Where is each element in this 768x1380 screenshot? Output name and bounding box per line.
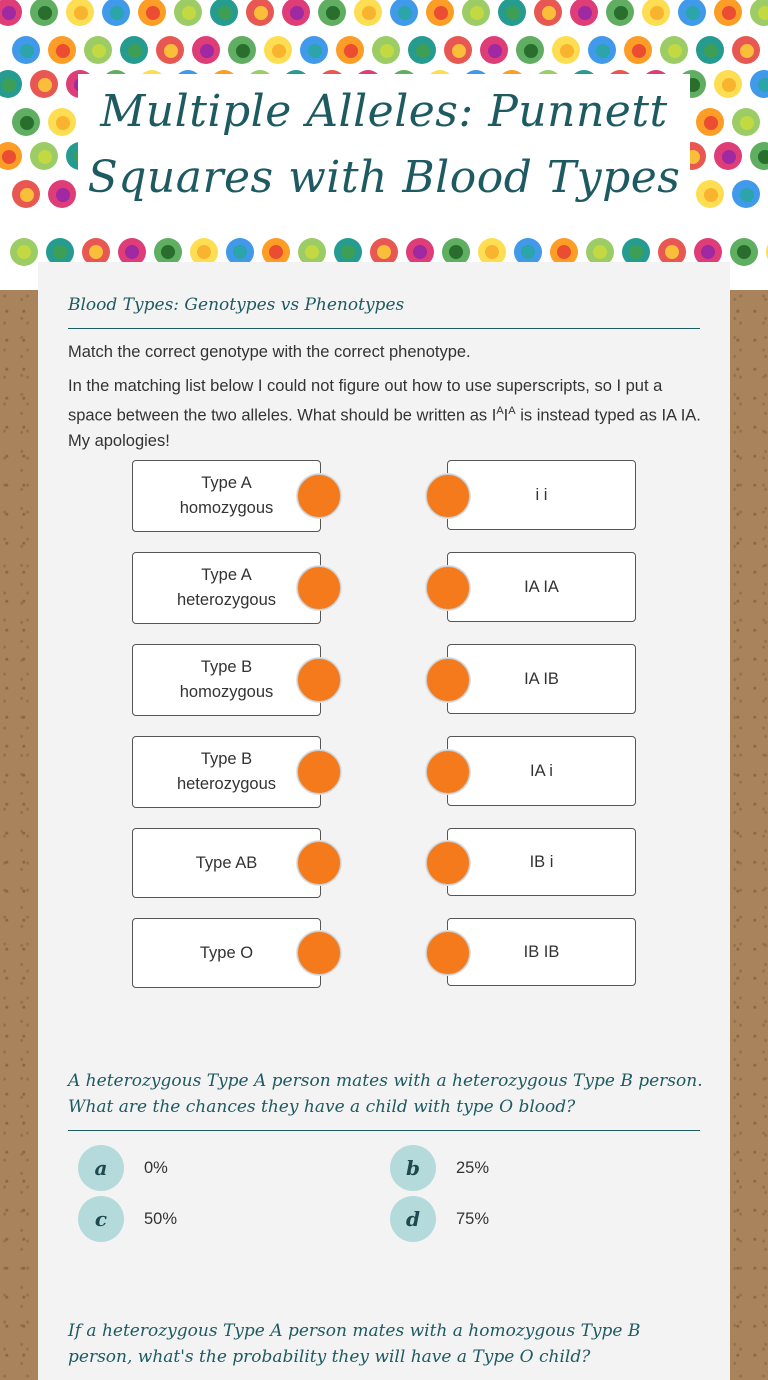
decor-dot-center — [218, 6, 232, 20]
decor-dot-center — [2, 150, 16, 164]
match-right-connector[interactable] — [426, 841, 470, 885]
match-right-item[interactable]: IB i — [447, 828, 636, 896]
match-left-item[interactable]: Type O — [132, 918, 321, 988]
decor-dot-center — [56, 44, 70, 58]
decor-dot-center — [668, 44, 682, 58]
decor-dot-center — [362, 6, 376, 20]
option-c-text: 50% — [144, 1209, 178, 1228]
decor-dot-center — [560, 44, 574, 58]
match-left-connector[interactable] — [297, 841, 341, 885]
decor-dot-center — [629, 245, 643, 259]
decor-dot-center — [89, 245, 103, 259]
decor-dot-center — [344, 44, 358, 58]
decor-dot-center — [272, 44, 286, 58]
decor-dot-center — [557, 245, 571, 259]
decor-dot-center — [20, 44, 34, 58]
match-right-connector[interactable] — [426, 750, 470, 794]
decor-dot-center — [182, 6, 196, 20]
title-line-2: Squares with Blood Types — [87, 152, 681, 203]
decor-dot-center — [521, 245, 535, 259]
decor-dot-center — [722, 78, 736, 92]
decor-dot-center — [524, 44, 538, 58]
decor-dot-center — [665, 245, 679, 259]
match-right-connector[interactable] — [426, 658, 470, 702]
decor-dot-center — [380, 44, 394, 58]
decor-dot-center — [269, 245, 283, 259]
option-b-text: 25% — [456, 1158, 490, 1177]
match-left-item[interactable]: Type B heterozygous — [132, 736, 321, 808]
decor-dot-center — [125, 245, 139, 259]
matching-instruction: Match the correct genotype with the correct phenotype. — [68, 343, 471, 361]
decor-dot-center — [722, 6, 736, 20]
match-left-item[interactable]: Type A homozygous — [132, 460, 321, 532]
match-left-connector[interactable] — [297, 474, 341, 518]
divider — [68, 1130, 700, 1131]
decor-dot-center — [578, 6, 592, 20]
decor-dot-center — [398, 6, 412, 20]
decor-dot-center — [377, 245, 391, 259]
page-title — [88, 79, 681, 211]
match-left-connector[interactable] — [297, 566, 341, 610]
match-left-item[interactable]: Type A heterozygous — [132, 552, 321, 624]
decor-dot-center — [254, 6, 268, 20]
decor-dot-center — [290, 6, 304, 20]
title-line-1: Multiple Alleles: Punnett — [100, 86, 668, 137]
match-right-connector[interactable] — [426, 566, 470, 610]
decor-dot-center — [146, 6, 160, 20]
match-right-item[interactable]: i i — [447, 460, 636, 530]
decor-dot-center — [452, 44, 466, 58]
decor-dot-center — [650, 6, 664, 20]
decor-dot-center — [110, 6, 124, 20]
decor-dot-center — [17, 245, 31, 259]
option-d-text: 75% — [456, 1209, 490, 1228]
decor-dot-center — [506, 6, 520, 20]
decor-dot-center — [704, 44, 718, 58]
decor-dot-center — [413, 245, 427, 259]
match-left-connector[interactable] — [297, 750, 341, 794]
match-left-connector[interactable] — [297, 658, 341, 702]
match-left-item[interactable]: Type AB — [132, 828, 321, 898]
match-left-connector[interactable] — [297, 931, 341, 975]
decor-dot-center — [164, 44, 178, 58]
question-1-text: A heterozygous Type A person mates with a heterozygous Type B person. What are the chances they have a child with type O blood? — [68, 1071, 703, 1117]
decor-dot-center — [434, 6, 448, 20]
match-right-item[interactable]: IA IB — [447, 644, 636, 714]
decor-dot-center — [128, 44, 142, 58]
decor-dot-center — [38, 150, 52, 164]
decor-dot-center — [233, 245, 247, 259]
decor-dot-center — [488, 44, 502, 58]
option-d-badge: d — [390, 1196, 436, 1242]
question-2-text: If a heterozygous Type A person mates with a homozygous Type B person, what's the probability they will have a Type O child? — [68, 1321, 641, 1367]
option-a-badge: a — [78, 1145, 124, 1191]
decor-dot-center — [704, 116, 718, 130]
decor-dot-center — [701, 245, 715, 259]
decor-dot-center — [596, 44, 610, 58]
decor-dot-center — [20, 116, 34, 130]
decor-dot-center — [92, 44, 106, 58]
decor-dot-center — [305, 245, 319, 259]
option-b[interactable] — [390, 1145, 489, 1191]
divider — [68, 328, 700, 329]
option-b-badge: b — [390, 1145, 436, 1191]
decor-dot-center — [686, 6, 700, 20]
decor-dot-center — [200, 44, 214, 58]
match-right-connector[interactable] — [426, 474, 470, 518]
match-right-connector[interactable] — [426, 931, 470, 975]
matching-heading: Blood Types: Genotypes vs Phenotypes — [68, 295, 405, 315]
decor-dot-center — [542, 6, 556, 20]
decor-dot-center — [161, 245, 175, 259]
decor-dot-center — [20, 188, 34, 202]
decor-dot-center — [632, 44, 646, 58]
decor-dot-center — [704, 188, 718, 202]
decor-dot-center — [2, 78, 16, 92]
option-a-text: 0% — [144, 1158, 168, 1177]
matching-note: In the matching list below I could not figure out how to use superscripts, so I put a space between the two alleles. What should be written as $I^AI^A$ is instead typed as IA IA. My apologies! — [68, 377, 701, 450]
decor-dot-center — [56, 188, 70, 202]
decor-dot-center — [722, 150, 736, 164]
decor-dot-center — [614, 6, 628, 20]
decor-dot-center — [38, 6, 52, 20]
match-right-item[interactable]: IB IB — [447, 918, 636, 986]
decor-dot-center — [38, 78, 52, 92]
decor-dot-center — [737, 245, 751, 259]
decor-dot-center — [341, 245, 355, 259]
decor-dot-center — [56, 116, 70, 130]
option-c-badge: c — [78, 1196, 124, 1242]
decor-dot-center — [2, 6, 16, 20]
title-box — [78, 74, 690, 216]
decor-dot-center — [485, 245, 499, 259]
decor-dot-center — [740, 44, 754, 58]
match-right-item[interactable]: IA i — [447, 736, 636, 806]
decor-dot-center — [470, 6, 484, 20]
decor-dot-center — [740, 116, 754, 130]
decor-dot-center — [416, 44, 430, 58]
decor-dot-center — [236, 44, 250, 58]
worksheet-panel — [38, 262, 730, 1380]
decor-dot-center — [308, 44, 322, 58]
decor-dot-center — [74, 6, 88, 20]
match-right-item[interactable]: IA IA — [447, 552, 636, 622]
decor-dot-center — [593, 245, 607, 259]
decor-dot-center — [740, 188, 754, 202]
decor-dot-center — [326, 6, 340, 20]
decor-dot-center — [197, 245, 211, 259]
decor-dot-center — [53, 245, 67, 259]
option-d[interactable] — [390, 1196, 489, 1242]
option-a[interactable] — [78, 1145, 168, 1191]
decor-dot-center — [449, 245, 463, 259]
option-c[interactable] — [78, 1196, 177, 1242]
match-left-item[interactable]: Type B homozygous — [132, 644, 321, 716]
